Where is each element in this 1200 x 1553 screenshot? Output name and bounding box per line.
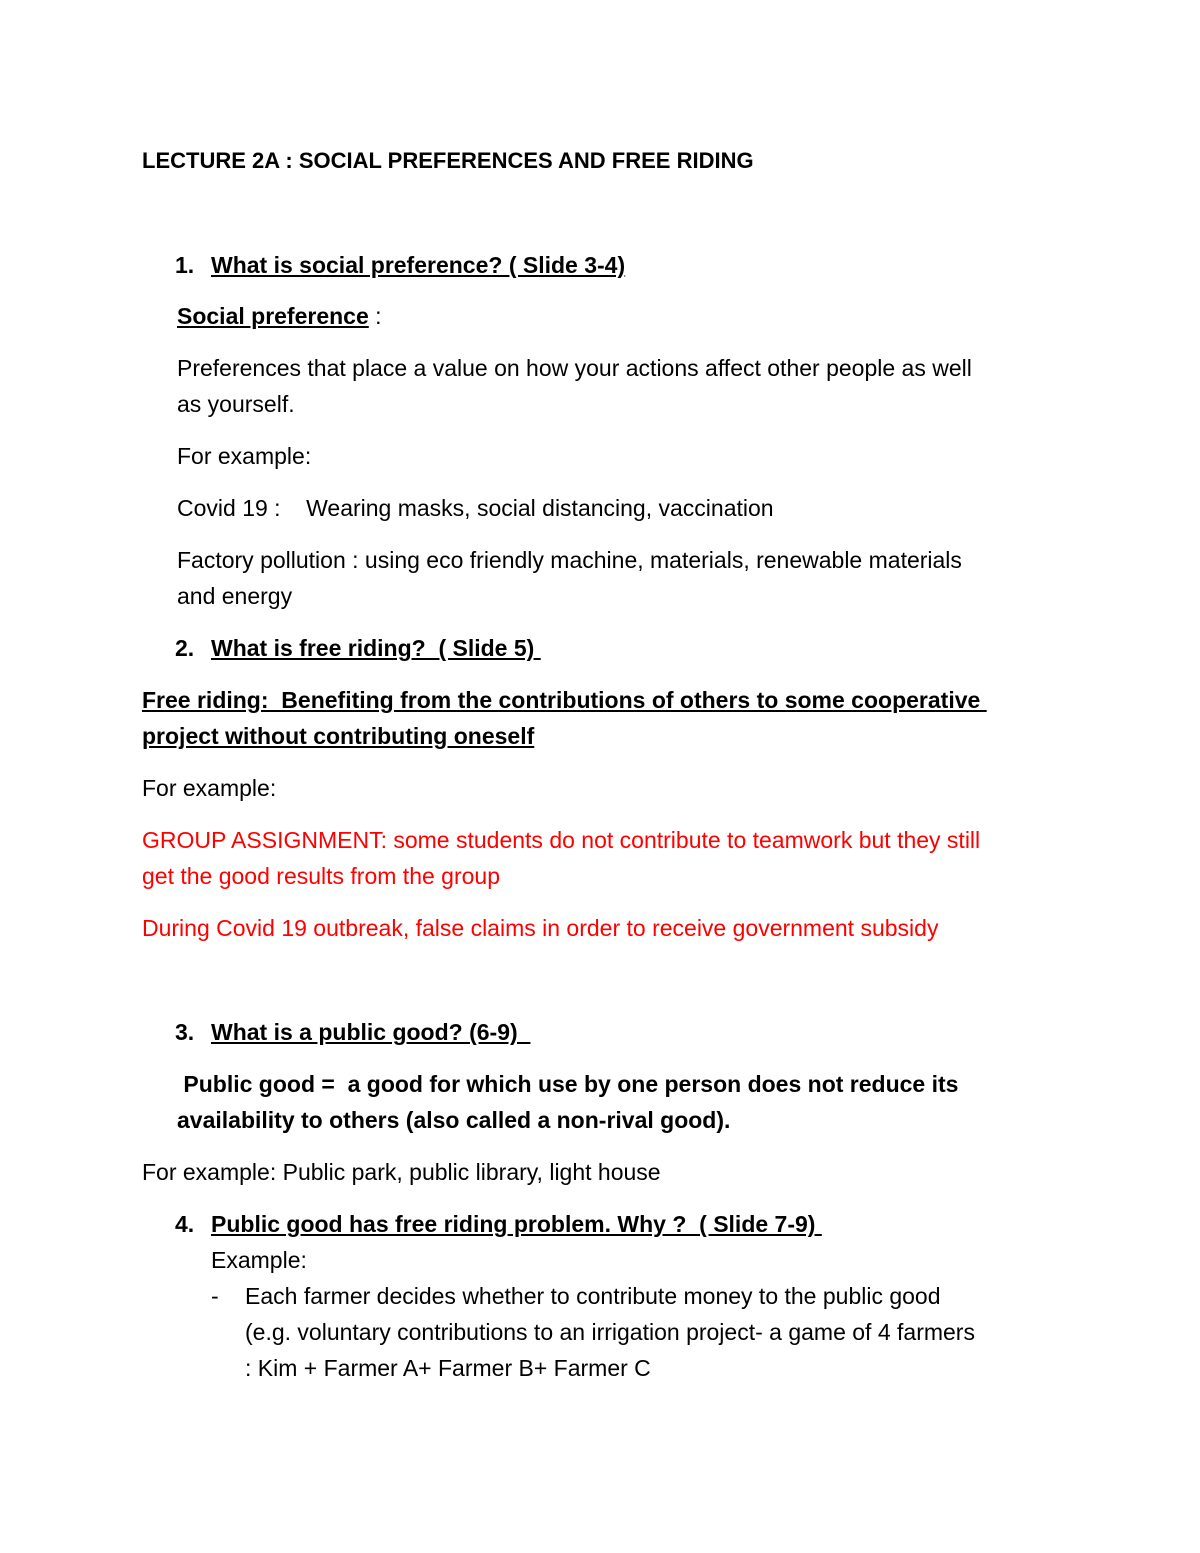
section-number: 3.	[175, 1019, 195, 1045]
section-title: What is free riding? ( Slide 5)	[211, 635, 541, 661]
definition-line: Preferences that place a value on how your actions affect other people as well	[177, 355, 972, 381]
bullet-text: Each farmer decides whether to contribute money to the public good	[245, 1283, 941, 1309]
example-label: For example:	[177, 443, 312, 469]
example-label: For example:	[142, 775, 277, 801]
definition-line: as yourself.	[177, 391, 295, 417]
social-preference-term	[177, 301, 382, 331]
free-riding-definition: project without contributing oneself	[142, 723, 535, 749]
section-1-heading	[175, 250, 625, 280]
bullet-item	[211, 1281, 941, 1311]
red-example: GROUP ASSIGNMENT: some students do not contribute to teamwork but they still	[142, 827, 981, 853]
bullet-text: : Kim + Farmer A+ Farmer B+ Farmer C	[245, 1355, 651, 1381]
example-item: Covid 19 : Wearing masks, social distancing, vaccination	[177, 495, 774, 521]
term-label: Social preference	[177, 303, 369, 329]
dash-bullet: -	[211, 1283, 219, 1309]
example-item: Factory pollution : using eco friendly machine, materials, renewable materials	[177, 547, 962, 573]
section-title: What is social preference? ( Slide 3-4)	[211, 252, 626, 278]
red-example: During Covid 19 outbreak, false claims in order to receive government subsidy	[142, 915, 939, 941]
example-label: Example:	[211, 1247, 307, 1273]
section-2-heading	[175, 633, 541, 663]
section-title: What is a public good? (6-9)	[211, 1019, 531, 1045]
public-good-examples: For example: Public park, public library, light house	[142, 1159, 661, 1185]
section-number: 1.	[175, 252, 195, 278]
free-riding-definition: Free riding: Benefiting from the contributions of others to some cooperative	[142, 687, 987, 713]
bullet-text: (e.g. voluntary contributions to an irrigation project- a game of 4 farmers	[245, 1319, 975, 1345]
section-number: 4.	[175, 1211, 195, 1237]
public-good-definition: Public good = a good for which use by one person does not reduce its	[177, 1071, 959, 1097]
document-title: LECTURE 2A : SOCIAL PREFERENCES AND FREE RIDING	[142, 148, 754, 173]
example-item: and energy	[177, 583, 293, 609]
red-example: get the good results from the group	[142, 863, 500, 889]
section-3-heading	[175, 1017, 530, 1047]
public-good-definition: availability to others (also called a non-rival good).	[177, 1107, 731, 1133]
section-number: 2.	[175, 635, 195, 661]
section-4-heading	[175, 1209, 822, 1239]
term-colon: :	[368, 303, 382, 329]
section-title: Public good has free riding problem. Why ? ( Slide 7-9)	[211, 1211, 822, 1237]
